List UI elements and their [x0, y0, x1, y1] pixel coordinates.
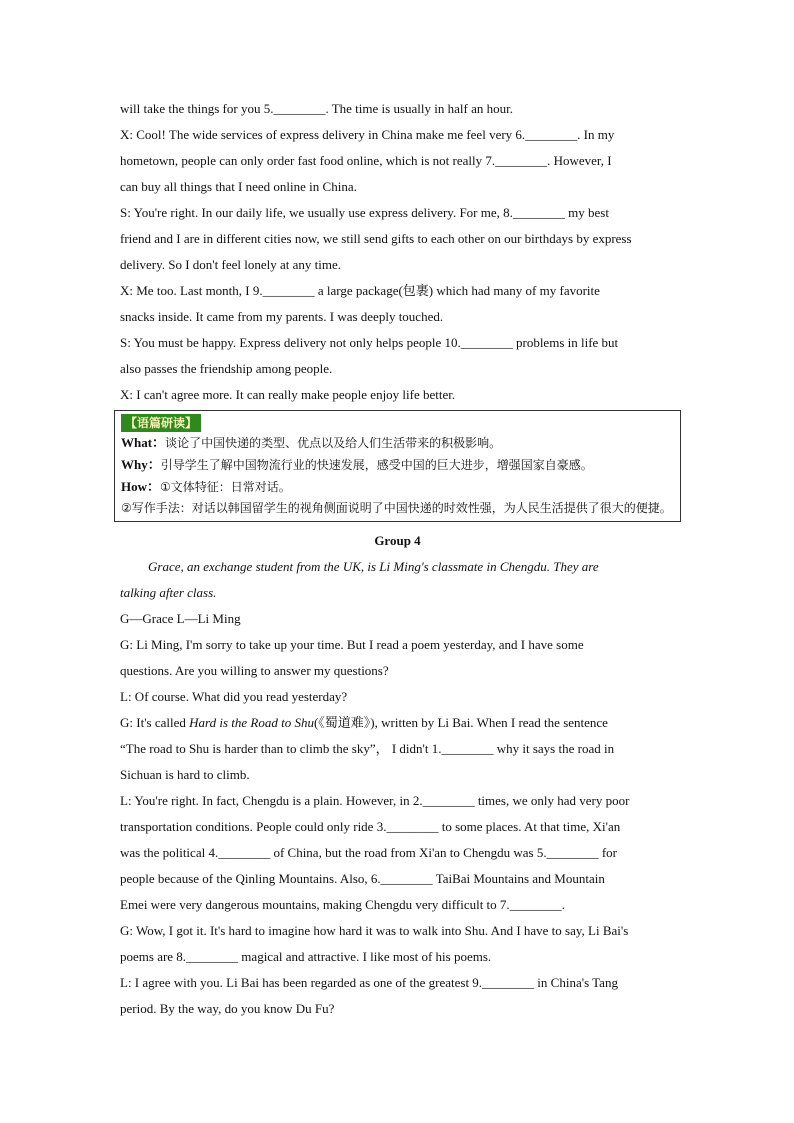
text-line: delivery. So I don't feel lonely at any time. — [120, 257, 341, 272]
text-line: L: Of course. What did you read yesterday? — [120, 689, 348, 704]
text-line: was the political 4.________ of China, but the road from Xi'an to Chengdu was 5.________ for — [120, 845, 617, 860]
text-line: S: You must be happy. Express delivery not only helps people 10.________ problems in life but — [120, 335, 619, 350]
text-line: hometown, people can only order fast food online, which is not really 7.________. However, I — [120, 153, 612, 168]
text-line: X: Cool! The wide services of express delivery in China make me feel very 6.________. In my — [120, 127, 615, 142]
analysis-why — [121, 454, 674, 476]
analysis-how — [121, 476, 674, 498]
why-label: Why： — [121, 457, 161, 472]
document-page — [120, 96, 675, 1022]
text-line: also passes the friendship among people. — [120, 361, 333, 376]
text-line: people because of the Qinling Mountains. Also, 6.________ TaiBai Mountains and Mountain — [120, 871, 605, 886]
what-text: 谈论了中国快递的类型、优点以及给人们生活带来的积极影响。 — [165, 436, 502, 450]
why-text: 引导学生了解中国物流行业的快速发展，感受中国的巨大进步，增强国家自豪感。 — [160, 458, 593, 472]
text-line: poems are 8.________ magical and attractive. I like most of his poems. — [120, 949, 492, 964]
analysis-tag: 【语篇研读】 — [121, 414, 201, 432]
text-line: can buy all things that I need online in China. — [120, 179, 357, 194]
text-line: Sichuan is hard to climb. — [120, 767, 250, 782]
text-line: will take the things for you 5.________. The time is usually in half an hour. — [120, 101, 513, 116]
text-line: X: I can't agree more. It can really make people enjoy life better. — [120, 387, 456, 402]
dialogue-group-3 — [120, 96, 675, 408]
group-title: Group 4 — [374, 533, 421, 548]
intro-line: talking after class. — [120, 585, 217, 600]
how-label: How： — [121, 479, 161, 494]
text-line: transportation conditions. People could only ride 3.________ to some places. At that time, Xi'an — [120, 819, 621, 834]
text-line: “The road to Shu is harder than to climb the sky”， I didn't 1.________ why it says the road in — [120, 741, 615, 756]
analysis-what — [121, 432, 674, 454]
text-line: G: Wow, I got it. It's hard to imagine how hard it was to walk into Shu. And I have to say, Li Bai's — [120, 923, 629, 938]
analysis-how-2: ②写作手法：对话以韩国留学生的视角侧面说明了中国快递的时效性强，为人民生活提供了很大的便捷。 — [121, 501, 672, 515]
text-line: G—Grace L—Li Ming — [120, 611, 241, 626]
poem-title: Hard is the Road to Shu — [189, 715, 314, 730]
text-line: period. By the way, do you know Du Fu? — [120, 1001, 335, 1016]
text-line: L: I agree with you. Li Bai has been regarded as one of the greatest 9.________ in China's Tang — [120, 975, 618, 990]
what-label: What： — [121, 435, 166, 450]
text-line: snacks inside. It came from my parents. I was deeply touched. — [120, 309, 444, 324]
g2-suffix: (《蜀道难》), written by Li Bai. When I read the sentence — [313, 715, 608, 730]
text-line: friend and I are in different cities now, we still send gifts to each other on our birthdays by express — [120, 231, 632, 246]
text-line — [120, 710, 675, 736]
text-line: S: You're right. In our daily life, we usually use express delivery. For me, 8.________ my best — [120, 205, 609, 220]
text-analysis-box — [114, 410, 681, 522]
text-line: G: Li Ming, I'm sorry to take up your time. But I read a poem yesterday, and I have some — [120, 637, 584, 652]
text-line: X: Me too. Last month, I 9.________ a large package(包裹) which had many of my favorite — [120, 283, 600, 298]
intro-line: Grace, an exchange student from the UK, is Li Ming's classmate in Chengdu. They are — [148, 559, 599, 574]
how-text: ①文体特征：日常对话。 — [160, 480, 291, 494]
text-line: L: You're right. In fact, Chengdu is a plain. However, in 2.________ times, we only had very poor — [120, 793, 630, 808]
text-line: Emei were very dangerous mountains, making Chengdu very difficult to 7.________. — [120, 897, 565, 912]
g2-prefix: G: It's called — [120, 715, 190, 730]
text-line: questions. Are you willing to answer my questions? — [120, 663, 389, 678]
dialogue-group-4 — [120, 528, 675, 1022]
